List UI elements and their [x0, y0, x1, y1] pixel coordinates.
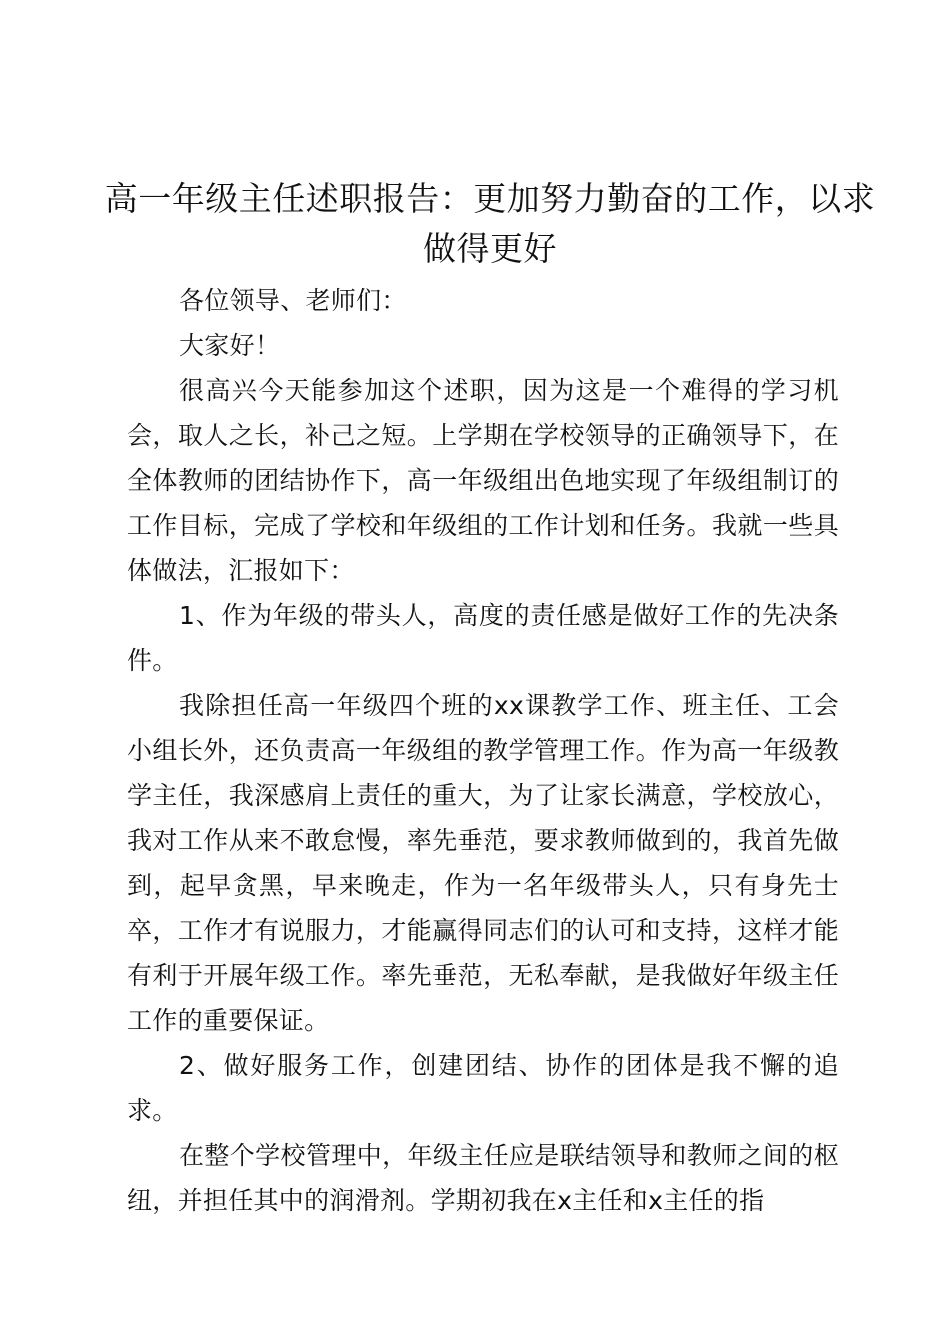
section-heading-1: 1、作为年级的带头人，高度的责任感是做好工作的先决条件。 [127, 601, 839, 675]
salutation: 各位领导、老师们： [179, 286, 407, 315]
document-body [127, 278, 839, 1223]
section-paragraph-2: 在整个学校管理中，年级主任应是联结领导和教师之间的枢纽，并担任其中的润滑剂。学期初我在x主任和x主任的指 [127, 1141, 839, 1215]
section-heading-2: 2、做好服务工作，创建团结、协作的团体是我不懈的追求。 [127, 1051, 839, 1125]
intro-paragraph: 很高兴今天能参加这个述职，因为这是一个难得的学习机会，取人之长，补己之短。上学期在学校领导的正确领导下，在全体教师的团结协作下，高一年级组出色地实现了年级组制订的工作目标，完成了学校和年级组的工作计划和任务。我就一些具体做法，汇报如下： [127, 376, 839, 585]
greeting: 大家好！ [179, 331, 281, 360]
section-paragraph-1: 我除担任高一年级四个班的xx课教学工作、班主任、工会小组长外，还负责高一年级组的教学管理工作。作为高一年级教学主任，我深感肩上责任的重大，为了让家长满意，学校放心，我对工作从来不敢怠慢，率先垂范，要求教师做到的，我首先做到，起早贪黑，早来晚走，作为一名年级带头人，只有身先士卒，工作才有说服力，才能赢得同志们的认可和支持，这样才能有利于开展年级工作。率先垂范，无私奉献，是我做好年级主任工作的重要保证。 [127, 691, 839, 1035]
document-title: 高一年级主任述职报告：更加努力勤奋的工作，以求做得更好 [104, 179, 876, 268]
